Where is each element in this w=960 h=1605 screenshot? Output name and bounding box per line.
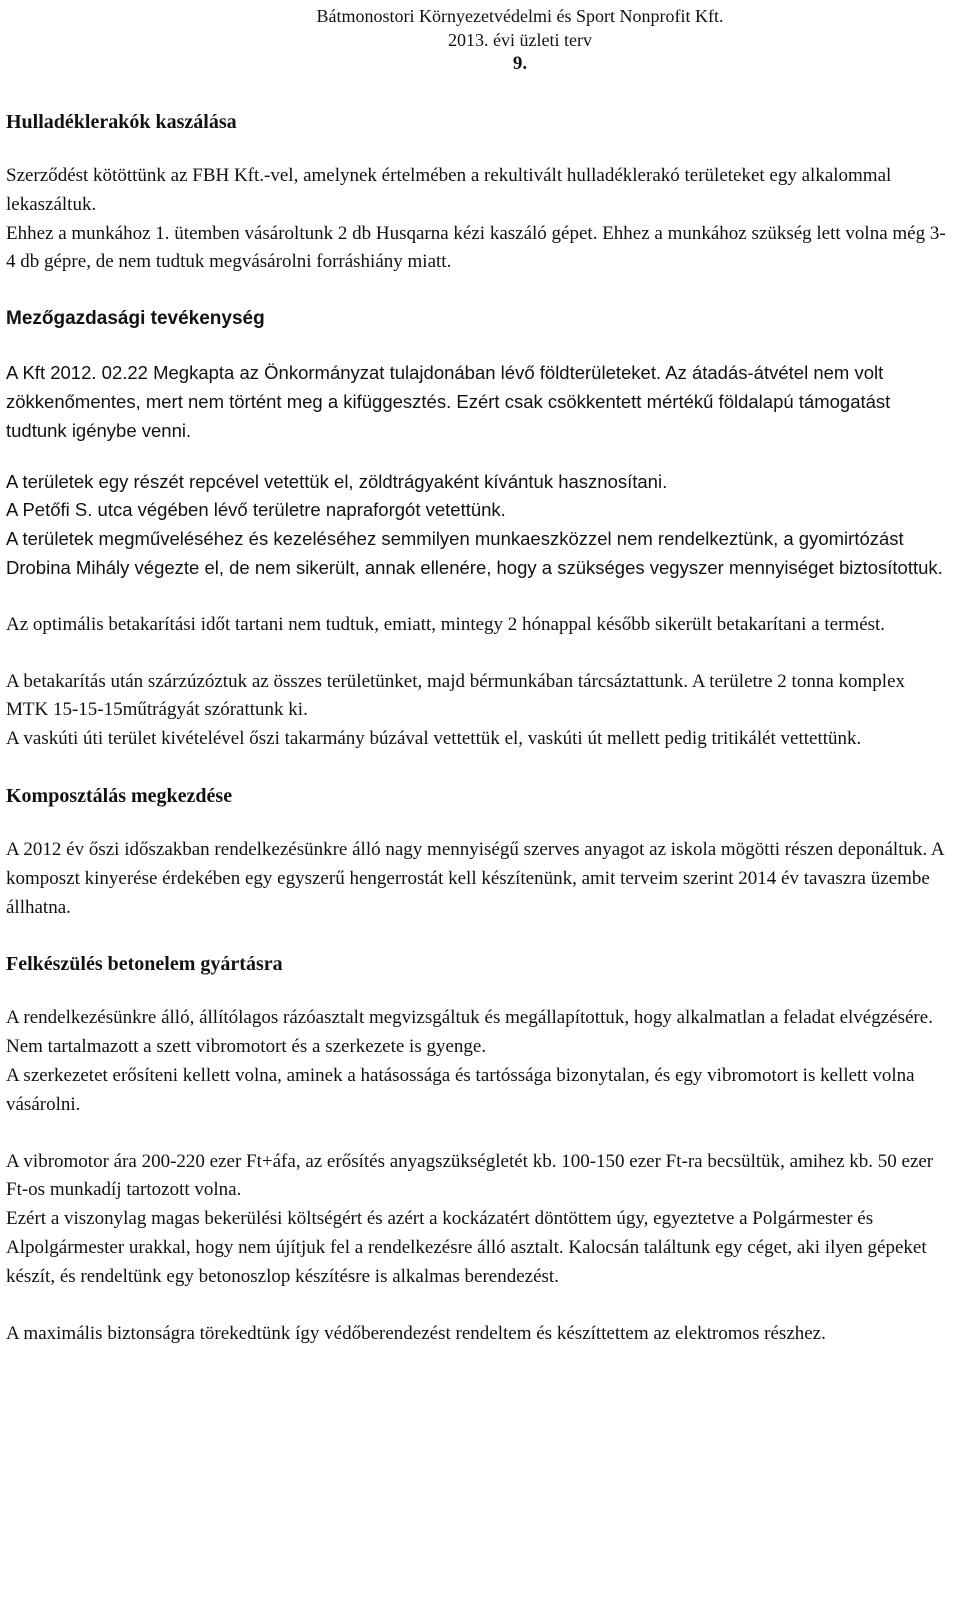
paragraph: A rendelkezésünkre álló, állítólagos rázóasztalt megvizsgáltuk és megállapítottuk, hogy alkalmatlan a feladat elvégzésére. Nem tartalmazott a szett vibromotort és a szerkezete is gyenge. <box>6 1007 933 1058</box>
paragraph: Az optimális betakarítási időt tartani nem tudtuk, emiatt, mintegy 2 hónappal később sikerült betakarítani a termést. <box>6 613 886 635</box>
paragraph: A Kft 2012. 02.22 Megkapta az Önkormányzat tulajdonában lévő földterületeket. Az átadás-átvétel nem volt zökkenőmentes, mert nem történt meg a kifüggesztés. Ezért csak csökkentett mértékű földalapú támogatást tudtunk igénybe venni. <box>6 362 891 441</box>
section-title-agriculture: Mezőgazdasági tevékenység <box>6 308 265 330</box>
section-title-compost: Komposztálás megkezdése <box>6 784 233 807</box>
document-body <box>6 108 951 1376</box>
paragraph: A vaskúti úti terület kivételével őszi takarmány búzával vettettük el, vaskúti út mellett pedig tritikálét vettettünk. <box>6 728 862 750</box>
section-title-mowing: Hulladéklerakók kaszálása <box>6 111 237 133</box>
paragraph: A 2012 év őszi időszakban rendelkezésünkre álló nagy mennyiségű szerves anyagot az iskola mögötti részen deponáltuk. A komposzt kinyerése érdekében egy egyszerű hengerrostát kell készítenünk, amit terveim szerint 2014 év tavaszra üzembe állhatna. <box>6 838 944 918</box>
company-name: Bátmonostori Környezetvédelmi és Sport Nonprofit Kft. <box>316 6 724 26</box>
paragraph: A területek megműveléséhez és kezeléséhez semmilyen munkaeszközzel nem rendelkeztünk, a gyomirtózást Drobina Mihály végezte el, de nem sikerült, annak ellenére, hogy a szükséges vegyszer mennyiséget biztosítottuk. <box>6 528 943 578</box>
paragraph: A betakarítás után szárzúzóztuk az összes területünket, majd bérmunkában tárcsáztattunk. A területre 2 tonna komplex MTK 15-15-15műtrágyát szórattunk ki. <box>6 670 906 721</box>
paragraph: A szerkezetet erősíteni kellett volna, aminek a hatásossága és tartóssága bizonytalan, és egy vibromotort is kellett volna vásárolni. <box>6 1064 915 1115</box>
paragraph: A Petőfi S. utca végében lévő területre napraforgót vetettünk. <box>6 499 506 521</box>
page-number: 9. <box>512 53 528 74</box>
paragraph: A maximális biztonságra törekedtünk így védőberendezést rendeltem és készíttettem az elektromos részhez. <box>6 1322 826 1344</box>
page-header <box>0 4 960 76</box>
document-subtitle: 2013. évi üzleti terv <box>448 30 592 50</box>
paragraph: A területek egy részét repcével vetettük el, zöldtrágyaként kívántuk hasznosítani. <box>6 470 668 492</box>
paragraph: Szerződést kötöttünk az FBH Kft.-vel, amelynek értelmében a rekultivált hulladéklerakó területeket egy alkalommal lekaszáltuk. <box>6 165 892 215</box>
section-title-concrete: Felkészülés betonelem gyártásra <box>6 953 283 976</box>
paragraph: A vibromotor ára 200-220 ezer Ft+áfa, az erősítés anyagszükségletét kb. 100-150 ezer Ft-ra becsültük, amihez kb. 50 ezer Ft-os munkadíj tartozott volna. <box>6 1150 934 1201</box>
paragraph: Ehhez a munkához 1. ütemben vásároltunk 2 db Husqarna kézi kaszáló gépet. Ehhez a munkához szükség lett volna még 3-4 db gépre, de nem tudtuk megvásárolni forráshiány miatt. <box>6 222 946 273</box>
paragraph: Ezért a viszonylag magas bekerülési költségért és azért a kockázatért döntöttem úgy, egyeztetve a Polgármester és Alpolgármester urakkal, hogy nem újítjuk fel a rendelkezésre álló asztalt. Kalocsán találtunk egy céget, aki ilyen gépeket készít, és rendeltünk egy betonoszlop készítésre is alkalmas berendezést. <box>6 1208 927 1287</box>
